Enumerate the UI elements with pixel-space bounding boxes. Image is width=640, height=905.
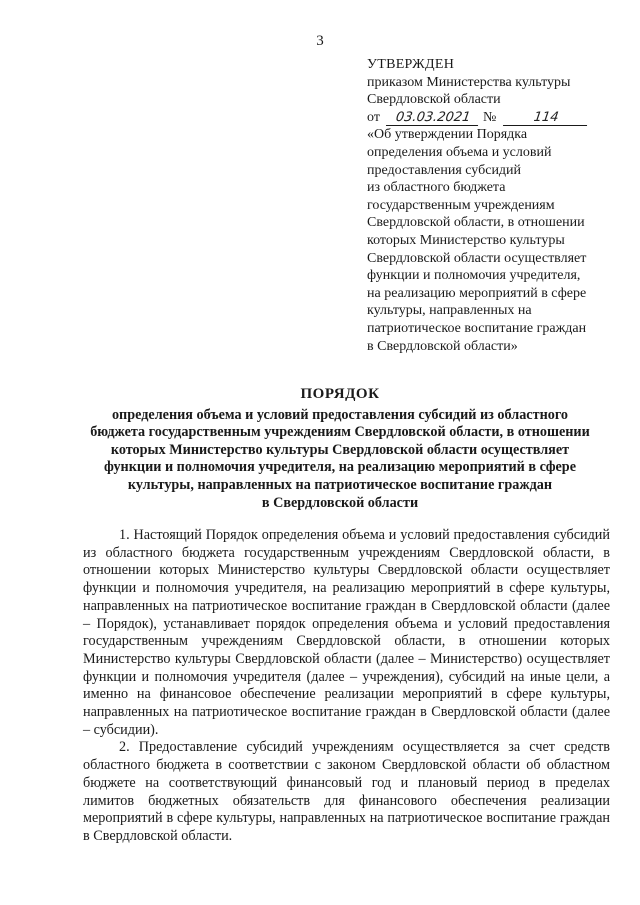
handwritten-number: 114: [503, 111, 589, 126]
approval-title-line: функции и полномочия учредителя,: [367, 268, 581, 284]
approval-title-line: из областного бюджета: [367, 180, 506, 196]
approval-title-line: которых Министерство культуры: [367, 232, 565, 248]
approval-title-line: «Об утверждении Порядка: [367, 127, 528, 143]
approved-label: УТВЕРЖДЕН: [367, 57, 455, 72]
approval-title-line: в Свердловской области»: [367, 338, 518, 354]
number-sign: №: [482, 109, 497, 125]
approval-line-1: приказом Министерства культуры: [367, 74, 571, 90]
document-heading: ПОРЯДОК: [300, 386, 380, 402]
approval-title-line: определения объема и условий: [367, 144, 552, 160]
subtitle-line: которых Министерство культуры Свердловской области осуществляет: [110, 441, 570, 458]
paragraph-1: 1. Настоящий Порядок определения объема и условий предоставления субсидий из областного бюджета государственным учреждениям Свердловской области, в отношении которых Министерство культуры Свердловской области осуществляет функции и полномочия учредителя, на реализацию мероприятий в сфере культуры, направленных на патриотическое воспитание граждан в Свердловской области (далее – Порядок), устанавливает порядок определения объема и условий предоставления государственным учреждениям Свердловской области, в отношении которых Министерство культуры Свердловской области (далее – Министерство) осуществляет функции и полномочия учредителя (далее – учреждения), субсидий на иные цели, а именно на финансовое обеспечение реализации мероприятий в сфере культуры, направленных на патриотическое воспитание граждан в Свердловской области (далее – субсидии).: [83, 527, 610, 738]
paragraph-2: 2. Предоставление субсидий учреждениям осуществляется за счет средств областного бюджета в соответствии с законом Свердловской области об областном бюджете на соответствующий финансовый год и плановый период в пределах лимитов бюджетных обязательств для финансового обеспечения реализации мероприятий в сфере культуры, направленных на патриотическое воспитание граждан в Свердловской области.: [83, 739, 610, 844]
page-number: 3: [316, 33, 324, 49]
approval-line-2: Свердловской области: [367, 92, 501, 108]
approval-title-line: на реализацию мероприятий в сфере: [367, 285, 587, 301]
approval-title-line: Свердловской области, в отношении: [367, 215, 585, 231]
subtitle-line: функции и полномочия учредителя, на реализацию мероприятий в сфере: [103, 459, 576, 476]
approval-title-line: предоставления субсидий: [367, 162, 522, 178]
document-body: [83, 527, 610, 846]
handwritten-date: 03.03.2021: [386, 111, 480, 126]
approval-title-line: культуры, направленных на: [367, 303, 532, 319]
approval-title-line: Свердловской области осуществляет: [367, 250, 587, 266]
approval-title-lines: [367, 126, 617, 355]
order-prefix: от: [367, 109, 380, 125]
subtitle-line: в Свердловской области: [261, 494, 419, 511]
order-date-number-line: [367, 109, 617, 127]
approval-title-line: патриотическое воспитание граждан: [367, 320, 587, 336]
approval-stamp-block: [367, 56, 617, 355]
approval-title-line: государственным учреждениям: [367, 197, 555, 213]
subtitle-line: культуры, направленных на патриотическое воспитание граждан: [127, 476, 553, 493]
document-title-block: [70, 386, 610, 512]
subtitle-line: бюджета государственным учреждениям Свердловской области, в отношении: [90, 424, 590, 441]
subtitle-line: определения объема и условий предоставления субсидий из областного: [111, 406, 569, 423]
